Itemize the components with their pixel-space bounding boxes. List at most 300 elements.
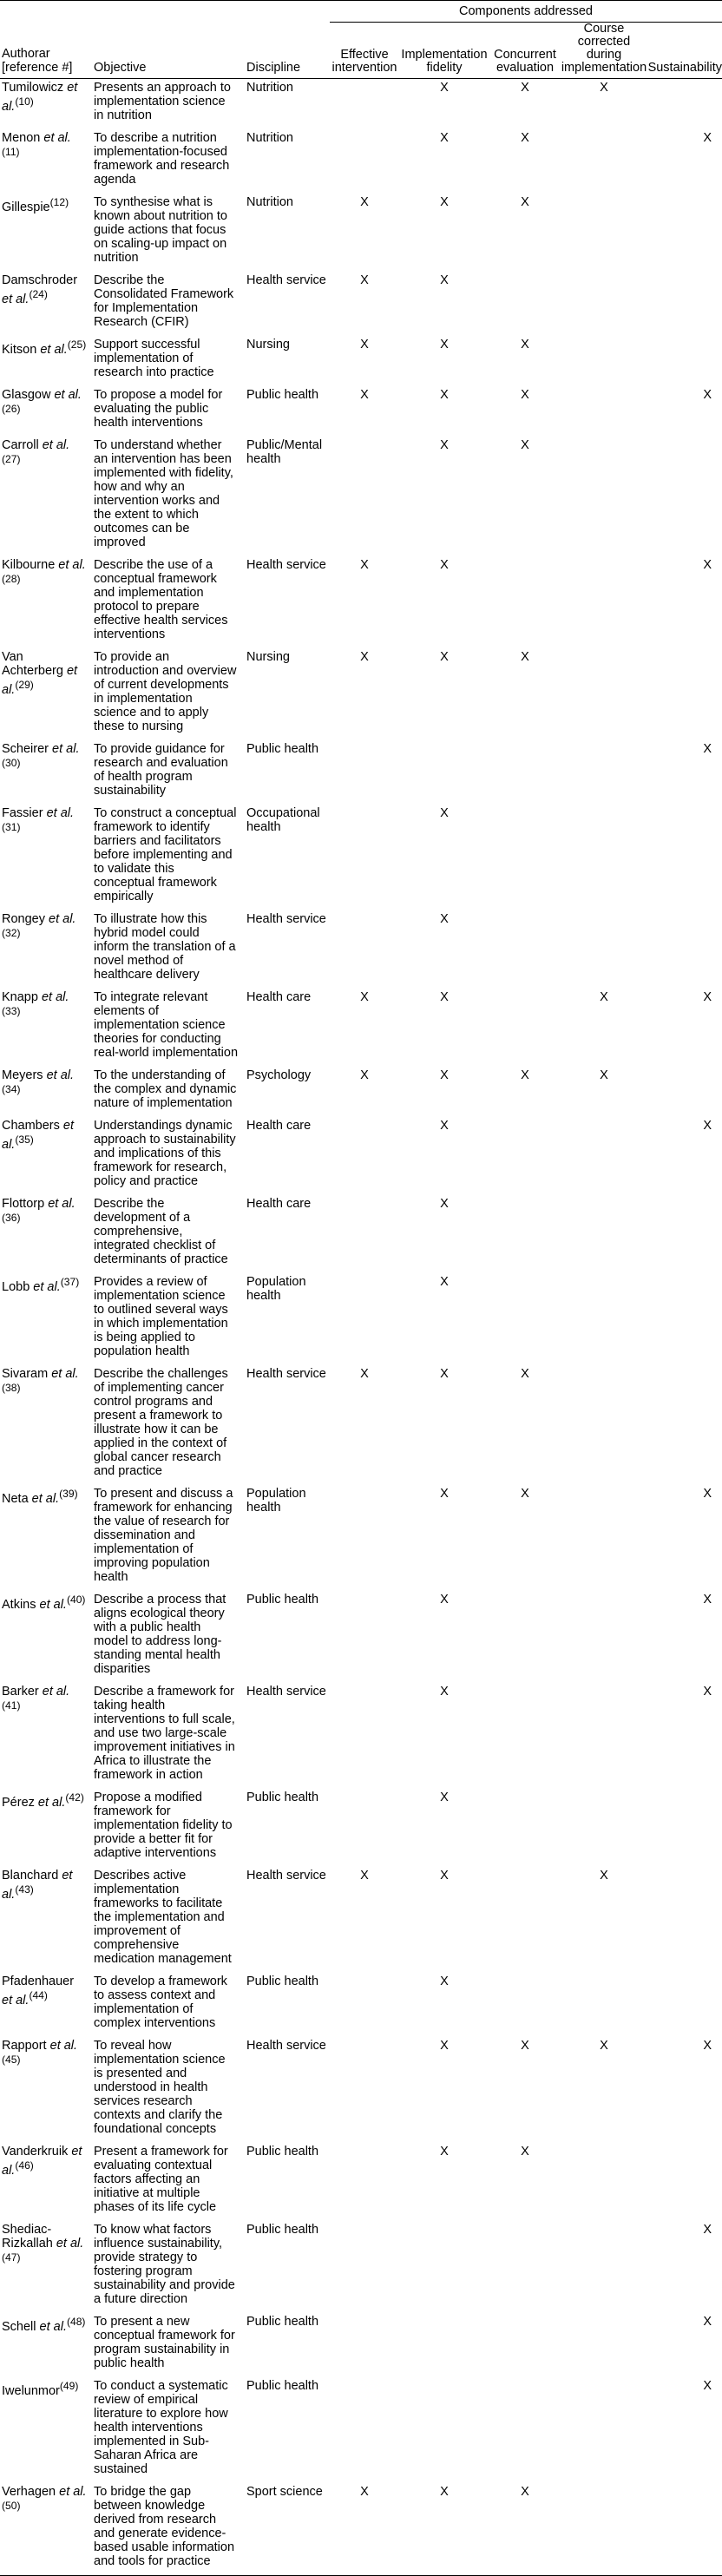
author-column-header: Authorar [reference #] (2, 47, 73, 75)
author-cell (0, 336, 90, 386)
discipline-column-header: Discipline (246, 61, 301, 75)
objective-cell: Describe a process that aligns ecological theory with a public health model to address long-standing mental health disparities (94, 1593, 226, 1676)
reference-number: (10) (15, 95, 34, 108)
discipline-cell: Psychology (246, 1068, 312, 1082)
reference-number: (38) (2, 1382, 21, 1394)
table-row (0, 2377, 722, 2483)
author-name: Neta et al. (2, 1491, 60, 1506)
concurrent-evaluation-cell (489, 556, 561, 648)
effective-intervention-cell (330, 740, 399, 805)
effective-intervention-cell: X (360, 1869, 369, 1883)
sustainability-cell (647, 1973, 722, 2037)
author-cell (0, 129, 90, 194)
course-corrected-cell: X (600, 81, 608, 95)
author-cell (0, 2037, 90, 2143)
discipline-cell: Health service (246, 2039, 326, 2053)
table-row (0, 386, 722, 437)
course-corrected-cell: X (600, 1869, 608, 1883)
author-cell (0, 272, 90, 336)
implementation-fidelity-cell: X (440, 1119, 449, 1133)
implementation-fidelity-cell (399, 2377, 489, 2483)
discipline-cell: Sport science (243, 2483, 330, 2576)
concurrent-evaluation-cell (489, 2377, 561, 2483)
implementation-fidelity-cell: X (440, 388, 449, 402)
implementation-fidelity-cell: X (440, 195, 449, 209)
author-cell (0, 989, 90, 1067)
author-cell (0, 1365, 90, 1485)
objective-cell: To integrate relevant elements of implementation science theories for conducting real-world implementation (94, 990, 239, 1060)
discipline-cell: Public health (246, 2223, 319, 2237)
concurrent-evaluation-cell: X (521, 650, 529, 664)
effective-intervention-cell (330, 1273, 399, 1365)
concurrent-evaluation-cell (489, 2313, 561, 2377)
effective-intervention-cell (330, 437, 399, 556)
concurrent-evaluation-cell (489, 910, 561, 989)
author-name: Kilbourne et al. (2, 558, 86, 572)
course-corrected-cell (561, 2221, 647, 2313)
author-cell (0, 1591, 90, 1683)
author-name: Pérez et al. (2, 1795, 66, 1810)
concurrent-evaluation-cell (489, 740, 561, 805)
implementation-fidelity-cell (399, 740, 489, 805)
sustainability-cell: X (703, 1487, 712, 1501)
table-row (0, 1973, 722, 2037)
sustainability-cell (647, 2143, 722, 2221)
effective-intervention-cell (330, 1789, 399, 1867)
effective-intervention-cell (330, 1973, 399, 2037)
effective-intervention-cell (330, 1195, 399, 1273)
discipline-cell: Nursing (246, 338, 290, 352)
sustainability-cell: X (703, 2223, 712, 2237)
table-row (0, 740, 722, 805)
reference-number: (49) (59, 2380, 79, 2392)
author-name: Knapp et al. (2, 990, 69, 1004)
table-row (0, 1067, 722, 1117)
objective-cell: Describe the use of a conceptual framework and implementation protocol to prepare effective health services interventions (94, 558, 228, 641)
objective-cell: To construct a conceptual framework to identify barriers and facilitators before implementing and to validate this conceptual framework empirically (94, 806, 237, 904)
reference-number: (35) (15, 1134, 34, 1146)
objective-cell: To the understanding of the complex and dynamic nature of implementation (94, 1068, 237, 1110)
objective-cell: Describe the Consolidated Framework for Implementation Research (CFIR) (94, 273, 234, 329)
author-cell (0, 2483, 90, 2576)
table-row (0, 2221, 722, 2313)
table-row (0, 129, 722, 194)
discipline-cell: Population health (246, 1275, 306, 1303)
effective-intervention-cell: X (360, 650, 369, 664)
sustainability-cell (647, 1867, 722, 1973)
reference-number: (43) (15, 1883, 34, 1896)
discipline-cell: Public health (246, 1975, 319, 1988)
discipline-cell: Population health (246, 1487, 306, 1515)
objective-cell: To develop a framework to assess context and implementation of complex interventions (94, 1975, 227, 2030)
table-row (0, 437, 722, 556)
reference-number: (42) (65, 1791, 84, 1804)
implementation-fidelity-cell: X (440, 1197, 449, 1211)
objective-cell: To know what factors influence sustainability, provide strategy to fostering program sustainability and provide a future direction (94, 2223, 235, 2306)
concurrent-evaluation-cell (489, 272, 561, 336)
effective-intervention-cell (330, 805, 399, 910)
sustainability-cell: X (703, 1593, 712, 1607)
table-row (0, 556, 722, 648)
implementation-fidelity-cell (399, 2313, 489, 2377)
course-corrected-cell (561, 336, 647, 386)
effective-intervention-cell (330, 2143, 399, 2221)
author-name: Menon et al. (2, 131, 71, 145)
concurrent-evaluation-column-header: Concurrent evaluation (494, 48, 556, 75)
author-cell (0, 2377, 90, 2483)
sustainability-cell (647, 1195, 722, 1273)
effective-intervention-cell (330, 2037, 399, 2143)
objective-cell: To present and discuss a framework for enhancing the value of research for dissemination and implementation of improving population health (94, 1487, 233, 1584)
course-corrected-cell: X (600, 990, 608, 1004)
concurrent-evaluation-cell (489, 1273, 561, 1365)
reference-number: (36) (2, 1212, 21, 1224)
author-name: Iwelunmor (2, 2383, 60, 2398)
reference-number: (39) (59, 1488, 78, 1500)
implementation-fidelity-cell: X (440, 2145, 449, 2159)
effective-intervention-cell: X (360, 273, 369, 287)
reference-number: (29) (15, 679, 34, 691)
discipline-cell: Health service (246, 912, 326, 926)
course-corrected-cell (561, 740, 647, 805)
author-cell (0, 1273, 90, 1365)
reference-number: (32) (2, 927, 21, 939)
discipline-cell: Nutrition (246, 195, 293, 209)
sustainability-cell (647, 1273, 722, 1365)
author-cell (0, 1195, 90, 1273)
course-corrected-cell (561, 805, 647, 910)
sustainability-cell: X (703, 388, 712, 402)
implementation-fidelity-cell: X (440, 990, 449, 1004)
discipline-cell: Health service (246, 1367, 326, 1381)
objective-cell: Provides a review of implementation science to outlined several ways in which implementation is being applied to population health (94, 1275, 228, 1358)
objective-cell: Support successful implementation of research into practice (94, 338, 214, 379)
concurrent-evaluation-cell (489, 1591, 561, 1683)
objective-cell: To provide guidance for research and evaluation of health program sustainability (94, 742, 228, 798)
objective-cell: To synthesise what is known about nutrition to guide actions that focus on scaling-up impact on nutrition (94, 195, 227, 265)
course-corrected-column-header: Course corrected during implementation (561, 22, 647, 75)
effective-intervention-cell (330, 1485, 399, 1591)
reference-number: (46) (15, 2159, 34, 2172)
implementation-fidelity-cell: X (440, 650, 449, 664)
reference-number: (26) (2, 403, 21, 415)
discipline-cell: Public health (246, 2315, 319, 2329)
author-name: Atkins et al. (2, 1597, 67, 1612)
author-cell (0, 79, 90, 130)
implementation-fidelity-cell: X (440, 1068, 449, 1082)
course-corrected-cell (561, 648, 647, 740)
sustainability-cell: X (703, 1685, 712, 1699)
implementation-fidelity-cell: X (440, 1685, 449, 1699)
concurrent-evaluation-cell: X (521, 2039, 529, 2053)
course-corrected-cell (561, 129, 647, 194)
author-cell (0, 910, 90, 989)
effective-intervention-cell: X (360, 990, 369, 1004)
implementation-fidelity-cell: X (440, 81, 449, 95)
implementation-fidelity-cell: X (440, 438, 449, 452)
sustainability-cell (647, 805, 722, 910)
implementation-fidelity-cell: X (440, 1975, 449, 1988)
discipline-cell: Public health (246, 2145, 319, 2159)
reference-number: (25) (67, 338, 87, 351)
table-row (0, 1485, 722, 1591)
implementation-fidelity-cell: X (440, 1487, 449, 1501)
effective-intervention-cell (330, 1683, 399, 1789)
course-corrected-cell (561, 1273, 647, 1365)
course-corrected-cell (561, 1195, 647, 1273)
course-corrected-cell (561, 2313, 647, 2377)
author-cell (0, 1683, 90, 1789)
discipline-cell: Nursing (246, 650, 290, 664)
concurrent-evaluation-cell: X (521, 195, 529, 209)
sustainability-cell: X (703, 990, 712, 1004)
sustainability-cell (647, 336, 722, 386)
author-name: Van Achterberg et al. (2, 650, 78, 697)
course-corrected-cell (561, 437, 647, 556)
reference-number: (50) (2, 2500, 21, 2512)
concurrent-evaluation-cell: X (489, 2483, 561, 2576)
effective-intervention-cell: X (360, 338, 369, 352)
implementation-fidelity-cell: X (440, 338, 449, 352)
sustainability-cell: X (703, 2379, 712, 2393)
course-corrected-cell (561, 2483, 647, 2576)
discipline-cell: Nutrition (246, 81, 293, 95)
discipline-cell: Public health (246, 2379, 319, 2393)
table-row (0, 194, 722, 272)
reference-number: (48) (66, 2316, 86, 2328)
author-name: Rapport et al. (2, 2039, 78, 2053)
objective-cell: To reveal how implementation science is presented and understood in health services research contexts and clarify the foundational concepts (94, 2039, 226, 2136)
table-row (0, 1273, 722, 1365)
objective-cell: Describe the development of a comprehensive, integrated checklist of determinants of practice (94, 1197, 228, 1266)
table-row (0, 805, 722, 910)
objective-column-header: Objective (94, 61, 147, 75)
course-corrected-cell (561, 1789, 647, 1867)
author-name: Fassier et al. (2, 806, 75, 820)
effective-intervention-cell: X (360, 1367, 369, 1381)
objective-cell: To propose a model for evaluating the public health interventions (94, 388, 223, 430)
author-name: Schell et al. (2, 2319, 67, 2334)
discipline-cell: Health service (246, 273, 326, 287)
discipline-cell: Public/Mental health (246, 438, 323, 466)
course-corrected-cell (561, 2143, 647, 2221)
components-group-header: Components addressed (330, 1, 722, 23)
table-row (0, 1683, 722, 1789)
objective-cell: Presents an approach to implementation science in nutrition (94, 81, 231, 122)
reference-number: (40) (66, 1594, 86, 1606)
sustainability-cell (647, 910, 722, 989)
concurrent-evaluation-cell: X (521, 438, 529, 452)
sustainability-cell (647, 1365, 722, 1485)
course-corrected-cell (561, 910, 647, 989)
effective-intervention-cell (330, 910, 399, 989)
reference-number: (33) (2, 1005, 21, 1017)
effective-intervention-cell: X (360, 388, 369, 402)
author-name: Gillespie (2, 200, 50, 214)
author-cell (0, 1867, 90, 1973)
table-row (0, 1195, 722, 1273)
concurrent-evaluation-cell: X (521, 1487, 529, 1501)
reference-number: (24) (29, 288, 48, 300)
concurrent-evaluation-cell (489, 2221, 561, 2313)
implementation-fidelity-cell (399, 2221, 489, 2313)
course-corrected-cell (561, 1365, 647, 1485)
sustainability-cell (647, 437, 722, 556)
author-name: Shediac-Rizkallah et al. (2, 2223, 84, 2251)
course-corrected-cell (561, 272, 647, 336)
concurrent-evaluation-cell (489, 1867, 561, 1973)
course-corrected-cell (561, 1485, 647, 1591)
reference-number: (27) (2, 453, 21, 465)
sustainability-cell (647, 2483, 722, 2576)
implementation-fidelity-cell: X (440, 273, 449, 287)
discipline-cell: Health care (246, 1119, 312, 1133)
table-row (0, 989, 722, 1067)
implementation-fidelity-cell: X (440, 1367, 449, 1381)
course-corrected-cell (561, 1117, 647, 1195)
course-corrected-cell (561, 556, 647, 648)
author-cell (0, 556, 90, 648)
implementation-fidelity-cell: X (440, 912, 449, 926)
effective-intervention-cell (330, 129, 399, 194)
implementation-fidelity-cell: X (440, 806, 449, 820)
author-name: Lobb et al. (2, 1279, 61, 1294)
discipline-cell: Public health (246, 1593, 319, 1607)
author-name: Scheirer et al. (2, 742, 80, 756)
effective-intervention-cell (330, 79, 399, 130)
discipline-cell: Health service (246, 1685, 326, 1699)
author-cell (0, 2143, 90, 2221)
author-cell (0, 1973, 90, 2037)
implementation-fidelity-cell: X (440, 1869, 449, 1883)
reference-number: (41) (2, 1699, 21, 1712)
author-name: Verhagen et al. (2, 2485, 87, 2499)
sustainability-cell: X (703, 2039, 712, 2053)
sustainability-cell: X (703, 558, 712, 572)
reference-number: (28) (2, 573, 21, 585)
table-row (0, 272, 722, 336)
discipline-cell: Public health (246, 742, 319, 756)
sustainability-cell (647, 272, 722, 336)
author-name: Pfadenhauer et al. (2, 1975, 75, 2008)
concurrent-evaluation-cell (489, 1973, 561, 2037)
author-name: Vanderkruik et al. (2, 2145, 82, 2178)
author-cell (0, 194, 90, 272)
effective-intervention-cell: X (330, 2483, 399, 2576)
table-row (0, 79, 722, 130)
implementation-fidelity-cell: X (440, 131, 449, 145)
discipline-cell: Health service (246, 1869, 326, 1883)
objective-cell: To bridge the gap between knowledge derived from research and generate evidence-based usable information and tools for practice (90, 2483, 243, 2576)
author-name: Barker et al. (2, 1685, 70, 1699)
table-row (0, 1117, 722, 1195)
sustainability-cell: X (703, 1119, 712, 1133)
concurrent-evaluation-cell (489, 1683, 561, 1789)
table-row (0, 1789, 722, 1867)
sustainability-cell (647, 1067, 722, 1117)
objective-cell: Describe the challenges of implementing cancer control programs and present a framework to illustrate how it can be applied in the context of global cancer research and practice (94, 1367, 228, 1478)
implementation-fidelity-cell: X (440, 2039, 449, 2053)
concurrent-evaluation-cell (489, 1789, 561, 1867)
objective-cell: Understandings dynamic approach to sustainability and implications of this framework for research, policy and practice (94, 1119, 236, 1188)
concurrent-evaluation-cell: X (521, 388, 529, 402)
author-name: Damschroder et al. (2, 273, 78, 306)
reference-number: (11) (2, 146, 20, 158)
table-row (0, 2483, 722, 2576)
author-name: Kitson et al. (2, 342, 68, 357)
discipline-cell: Public health (246, 388, 319, 402)
course-corrected-cell: X (600, 1068, 608, 1082)
author-name: Flottorp et al. (2, 1197, 75, 1211)
reference-number: (12) (49, 196, 69, 208)
table-row (0, 2313, 722, 2377)
reference-number: (37) (60, 1276, 80, 1288)
course-corrected-cell (561, 194, 647, 272)
effective-intervention-cell (330, 2221, 399, 2313)
table-body (0, 79, 722, 2576)
objective-cell: To provide an introduction and overview of current developments in implementation science and to apply these to nursing (94, 650, 237, 733)
effective-intervention-cell (330, 2377, 399, 2483)
reference-number: (44) (29, 1989, 48, 2001)
implementation-fidelity-cell: X (440, 558, 449, 572)
author-name: Blanchard et al. (2, 1869, 73, 1902)
author-name: Sivaram et al. (2, 1367, 79, 1381)
concurrent-evaluation-cell: X (521, 131, 529, 145)
objective-cell: To understand whether an intervention has been implemented with fidelity, how and why an intervention works and the extent to which outcomes can be improved (94, 438, 233, 549)
objective-cell: Describes active implementation frameworks to facilitate the implementation and improvement of comprehensive medication management (94, 1869, 232, 1966)
course-corrected-cell (561, 1683, 647, 1789)
table-row (0, 1365, 722, 1485)
table-row (0, 336, 722, 386)
sustainability-cell: X (703, 2315, 712, 2329)
objective-cell: To illustrate how this hybrid model could inform the translation of a novel method of healthcare delivery (94, 912, 236, 982)
concurrent-evaluation-cell (489, 989, 561, 1067)
implementation-fidelity-cell: X (440, 1593, 449, 1607)
sustainability-cell: X (703, 742, 712, 756)
objective-cell: To describe a nutrition implementation-focused framework and research agenda (94, 131, 230, 187)
effective-intervention-cell (330, 1117, 399, 1195)
author-cell (0, 805, 90, 910)
implementation-fidelity-cell: X (440, 1791, 449, 1804)
author-cell (0, 1117, 90, 1195)
author-name: Carroll et al. (2, 438, 70, 452)
course-corrected-cell (561, 1591, 647, 1683)
effective-intervention-cell: X (360, 195, 369, 209)
sustainability-cell: X (703, 131, 712, 145)
author-cell (0, 1789, 90, 1867)
discipline-cell: Health care (246, 1197, 312, 1211)
sustainability-column-header: Sustainability (647, 61, 722, 75)
concurrent-evaluation-cell (489, 1117, 561, 1195)
table-row (0, 1591, 722, 1683)
author-cell (0, 740, 90, 805)
effective-intervention-cell: X (360, 1068, 369, 1082)
author-name: Glasgow et al. (2, 388, 82, 402)
course-corrected-cell (561, 386, 647, 437)
table-row (0, 910, 722, 989)
reference-number: (45) (2, 2054, 21, 2066)
objective-cell: To conduct a systematic review of empirical literature to explore how health interventions implemented in Sub-Saharan Africa are sustained (94, 2379, 228, 2476)
course-corrected-cell: X (600, 2039, 608, 2053)
concurrent-evaluation-cell: X (521, 2145, 529, 2159)
table-row (0, 1867, 722, 1973)
table-row (0, 2037, 722, 2143)
author-cell (0, 2221, 90, 2313)
effective-intervention-cell (330, 1591, 399, 1683)
author-cell (0, 386, 90, 437)
reference-number: (34) (2, 1083, 21, 1095)
sustainability-cell (647, 648, 722, 740)
